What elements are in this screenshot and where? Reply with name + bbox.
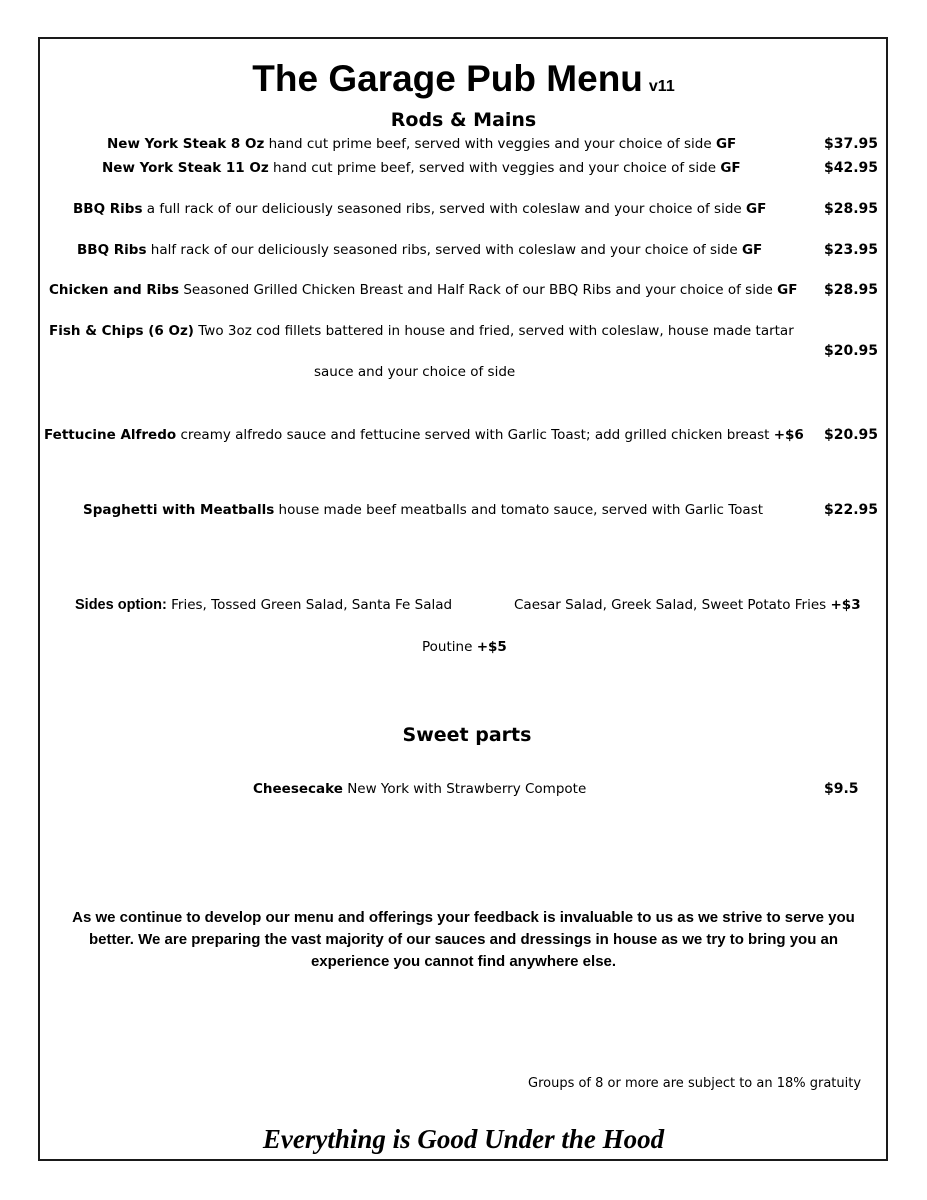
menu-item	[73, 201, 766, 217]
item-price: $42.95	[824, 160, 879, 176]
menu-item	[102, 160, 741, 176]
item-description-continued: sauce and your choice of side	[314, 364, 516, 380]
item-tag-gf: GF	[746, 201, 767, 217]
item-price: $28.95	[824, 282, 879, 298]
menu-item	[49, 323, 794, 339]
sides-option-row	[75, 597, 452, 613]
menu-item	[77, 242, 762, 258]
item-description: Two 3oz cod fillets battered in house and fried, served with coleslaw, house made tartar	[193, 323, 794, 339]
item-tag-gf: GF	[715, 136, 737, 152]
item-tag-gf: GF	[777, 282, 798, 298]
item-description: hand cut prime beef, served with veggies and your choice of side	[268, 160, 721, 176]
item-description: Seasoned Grilled Chicken Breast and Half Rack of our BBQ Ribs and your choice of side	[179, 282, 778, 298]
menu-item	[44, 427, 804, 443]
item-upcharge: +$6	[773, 427, 804, 443]
item-description: a full rack of our deliciously seasoned ribs, served with coleslaw and your choice of side	[142, 201, 747, 217]
item-name: Fettucine Alfredo	[44, 427, 177, 443]
feedback-notice: As we continue to develop our menu and offerings your feedback is invaluable to us as we strive to serve you better. We are preparing the vast majority of our sauces and dressings in house as we try to bring you an experience you cannot find anywhere else.	[72, 909, 855, 970]
menu-title-text: The Garage Pub Menu	[252, 58, 643, 99]
sides-group-1: Fries, Tossed Green Salad, Santa Fe Salad	[166, 597, 453, 613]
menu-item	[107, 136, 736, 152]
mains-heading: Rods & Mains	[390, 109, 537, 131]
dessert-price: $9.5	[824, 781, 859, 797]
menu-item	[49, 282, 797, 298]
item-name: Cheesecake	[253, 781, 343, 797]
sides-group-2-text: Caesar Salad, Greek Salad, Sweet Potato Fries	[514, 597, 831, 613]
item-description: creamy alfredo sauce and fettucine served with Garlic Toast; add grilled chicken breast	[176, 427, 774, 443]
sweet-heading: Sweet parts	[402, 724, 532, 746]
gratuity-note: Groups of 8 or more are subject to an 18% gratuity	[528, 1076, 862, 1091]
item-price: $22.95	[824, 502, 879, 518]
item-description: hand cut prime beef, served with veggies and your choice of side	[264, 136, 716, 152]
menu-item	[83, 502, 763, 518]
slogan: Everything is Good Under the Hood	[262, 1124, 665, 1154]
item-name: Chicken and Ribs	[49, 282, 180, 298]
menu-title	[0, 58, 927, 100]
sides-upcharge-3: +$3	[830, 597, 861, 613]
item-name: Fish & Chips (6 Oz)	[49, 323, 194, 339]
menu-version: v11	[648, 78, 675, 95]
item-price: $20.95	[824, 427, 879, 443]
item-description: New York with Strawberry Compote	[342, 781, 587, 797]
item-name: New York Steak 11 Oz	[102, 160, 269, 176]
item-tag-gf: GF	[720, 160, 741, 176]
item-name: BBQ Ribs	[77, 242, 147, 258]
item-name: New York Steak 8 Oz	[107, 136, 265, 152]
item-price: $20.95	[824, 343, 879, 359]
item-price: $28.95	[824, 201, 879, 217]
item-description: house made beef meatballs and tomato sauce, served with Garlic Toast	[274, 502, 764, 518]
sides-group-2	[514, 597, 861, 613]
item-tag-gf: GF	[741, 242, 763, 258]
sides-label: Sides option:	[75, 597, 167, 613]
item-name: Spaghetti with Meatballs	[83, 502, 275, 518]
sides-upcharge-5: +$5	[476, 639, 507, 655]
sides-group-3	[422, 639, 507, 655]
item-description: half rack of our deliciously seasoned ribs, served with coleslaw and your choice of side	[146, 242, 742, 258]
item-price: $23.95	[824, 242, 879, 258]
item-name: BBQ Ribs	[73, 201, 143, 217]
item-price: $37.95	[824, 136, 879, 152]
dessert-item	[253, 781, 586, 797]
sides-group-3-text: Poutine	[422, 639, 477, 655]
